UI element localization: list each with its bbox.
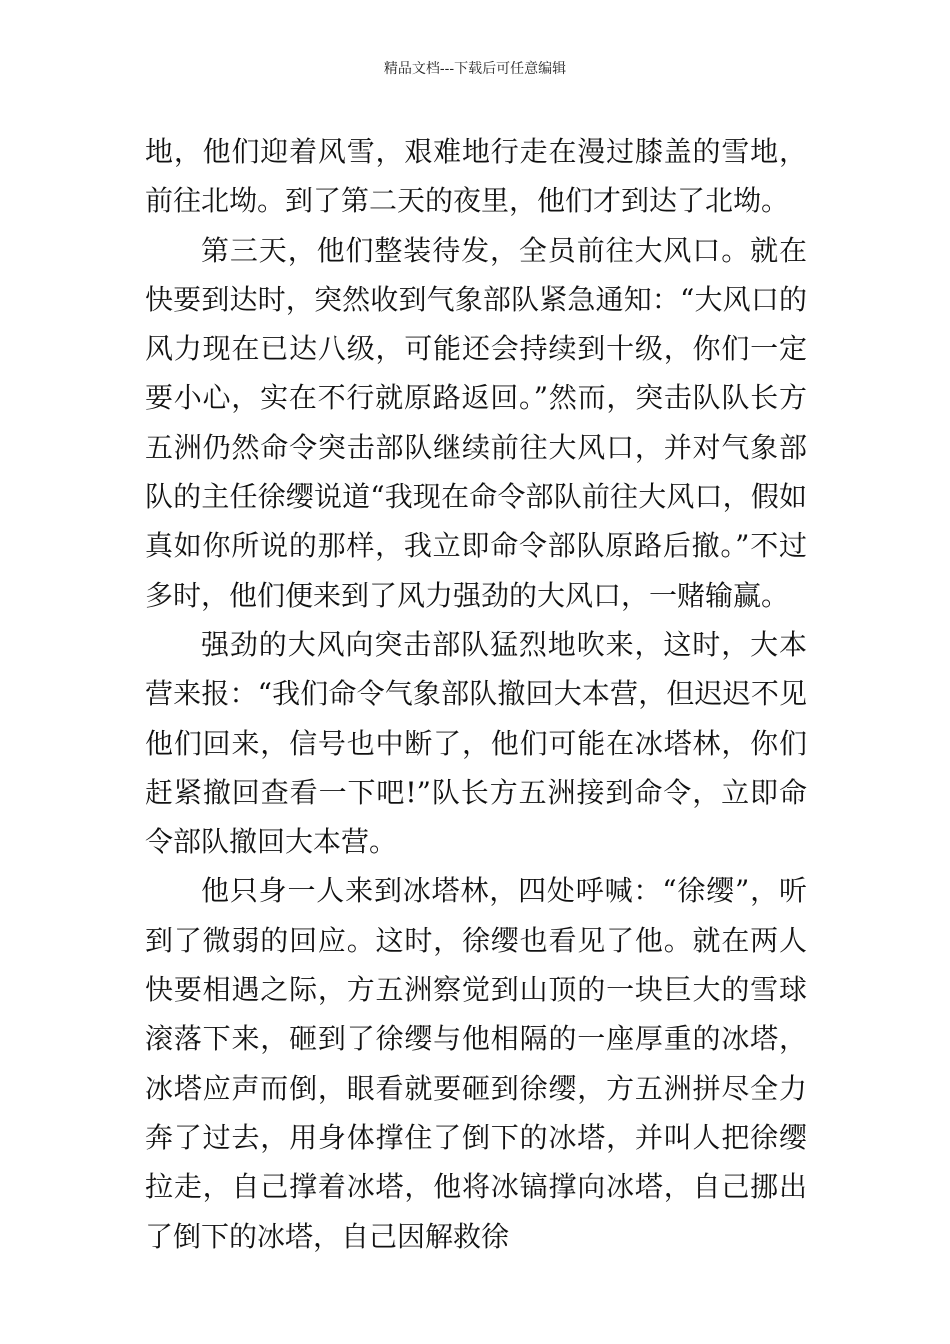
- paragraph-4: 他只身一人来到冰塔林，四处呼喊：“徐缨”，听到了微弱的回应。这时，徐缨也看见了他。就在两人快要相遇之际，方五洲察觉到山顶的一块巨大的雪球滚落下来，砸到了徐缨与他相隔的一座厚重的冰塔，冰塔应声而倒，眼看就要砸到徐缨，方五洲拼尽全力奔了过去，用身体撑住了倒下的冰塔，并叫人把徐缨拉走，自己撑着冰塔，他将冰镐撑向冰塔，自己挪出了倒下的冰塔，自己因解救徐: [145, 874, 807, 1253]
- paragraph-1: 地，他们迎着风雪，艰难地行走在漫过膝盖的雪地，前往北坳。到了第二天的夜里，他们才到达了北坳。: [145, 135, 807, 218]
- paragraph-2: 第三天，他们整装待发，全员前往大风口。就在快要到达时，突然收到气象部队紧急通知：“大风口的风力现在已达八级，可能还会持续到十级，你们一定要小心，实在不行就原路返回。”然而，突击队队长方五洲仍然命令突击部队继续前往大风口，并对气象部队的主任徐缨说道“我现在命令部队前往大风口，假如真如你所说的那样，我立即命令部队原路后撤。”不过多时，他们便来到了风力强劲的大风口，一赌输赢。: [145, 233, 807, 612]
- document-body: [145, 127, 807, 1261]
- paragraph-3: 强劲的大风向突击部队猛烈地吹来，这时，大本营来报：“我们命令气象部队撤回大本营，但迟迟不见他们回来，信号也中断了，他们可能在冰塔林，你们赶紧撤回查看一下吧!”队长方五洲接到命令，立即命令部队撤回大本营。: [145, 627, 807, 859]
- page-header: 精品文档---下载后可任意编辑: [383, 61, 567, 77]
